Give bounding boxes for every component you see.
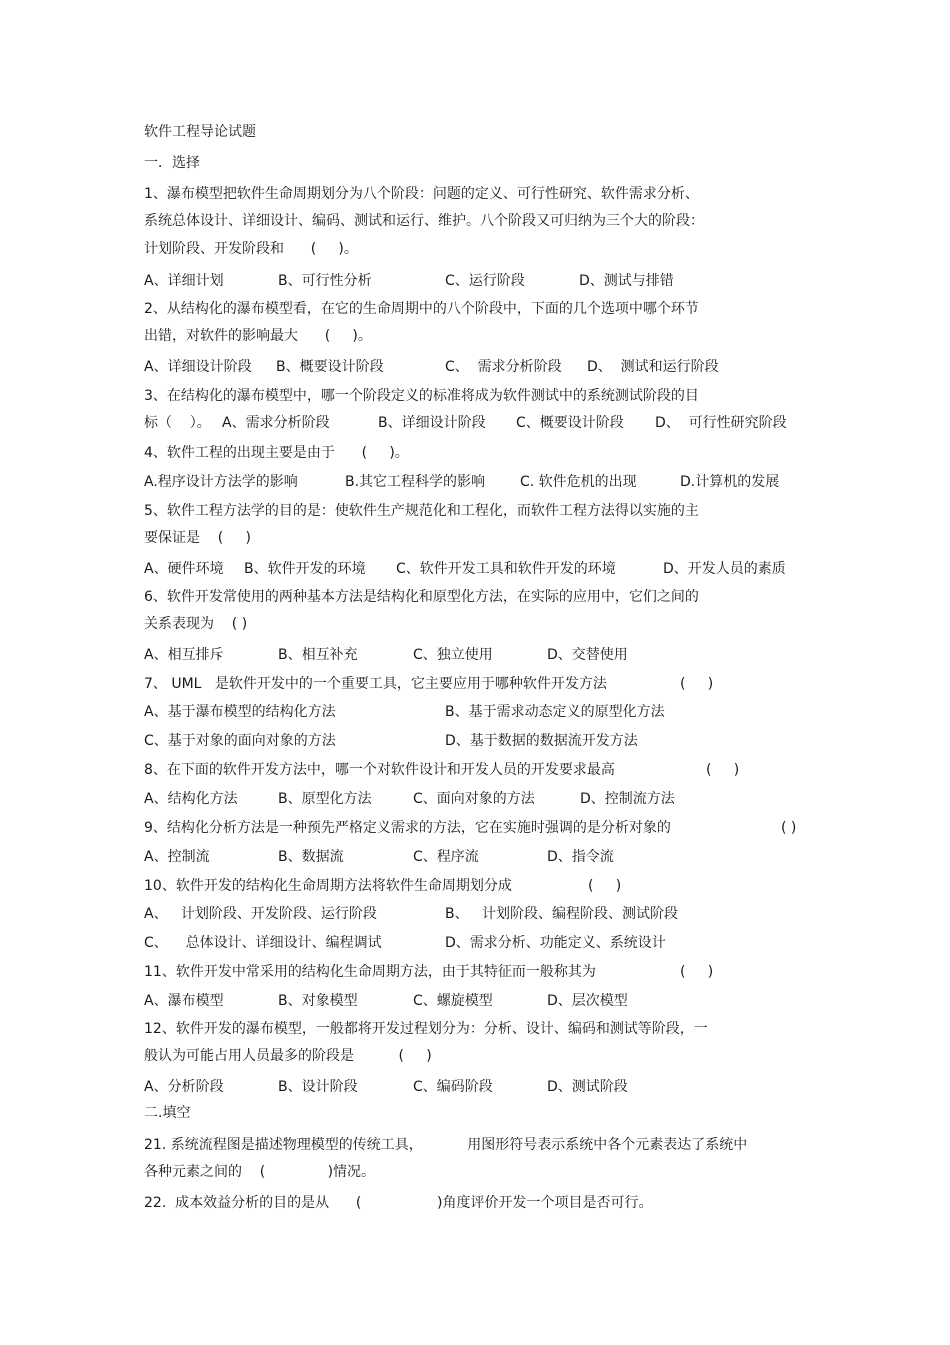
q1-option-d: D、测试与排错 [579,273,674,289]
q9-option-b: B、数据流 [278,849,344,865]
q10-option-a: A、 计划阶段、开发阶段、运行阶段 [144,906,377,922]
q7-option-a: A、基于瀑布模型的结构化方法 [144,704,336,720]
q11-answer-paren: ( ) [680,964,714,980]
q5-line-1: 5、软件工程方法学的目的是：使软件生产规范化和工程化，而软件工程方法得以实施的主 [144,503,699,519]
q2-line-2: 出错，对软件的影响最大 ( )。 [144,328,372,344]
q12-line-2: 般认为可能占用人员最多的阶段是 ( ) [144,1048,432,1064]
q7-line-1: 7、 UML 是软件开发中的一个重要工具，它主要应用于哪种软件开发方法 [144,676,607,692]
q12-line-1: 12、软件开发的瀑布模型，一般都将开发过程划分为：分析、设计、编码和测试等阶段，一 [144,1021,708,1037]
q6-line-2: 关系表现为 ( ) [144,616,248,632]
q3-line-1: 3、在结构化的瀑布模型中，哪一个阶段定义的标准将成为软件测试中的系统测试阶段的目 [144,388,699,404]
q4-option-c: C. 软件危机的出现 [520,474,637,490]
q4-option-a: A.程序设计方法学的影响 [144,474,298,490]
q4-option-d: D.计算机的发展 [680,474,780,490]
q11-option-d: D、层次模型 [547,993,628,1009]
q10-answer-paren: ( ) [588,878,622,894]
q3-line-2: 标（ ）。 [144,415,211,431]
section-heading-fill: 二.填空 [144,1105,191,1121]
q2-option-b: B、概要设计阶段 [276,359,384,375]
q6-option-d: D、交替使用 [547,647,628,663]
q10-option-c: C、 总体设计、详细设计、编程调试 [144,935,382,951]
q3-option-b: B、详细设计阶段 [378,415,486,431]
q12-option-c: C、编码阶段 [413,1079,493,1095]
q7-answer-paren: ( ) [680,676,714,692]
q12-option-a: A、分析阶段 [144,1079,224,1095]
q3-option-d: D、 可行性研究阶段 [655,415,787,431]
q2-option-a: A、详细设计阶段 [144,359,252,375]
q2-line-1: 2、从结构化的瀑布模型看，在它的生命周期中的八个阶段中，下面的几个选项中哪个环节 [144,301,699,317]
q21-line-1: 21. 系统流程图是描述物理模型的传统工具， 用图形符号表示系统中各个元素表达了系统中 [144,1137,748,1153]
q8-option-b: B、原型化方法 [278,791,372,807]
q1-option-c: C、运行阶段 [445,273,525,289]
q3-option-c: C、概要设计阶段 [516,415,624,431]
q7-option-c: C、基于对象的面向对象的方法 [144,733,336,749]
q21-line-2: 各种元素之间的 ( )情况。 [144,1164,376,1180]
q10-line-1: 10、软件开发的结构化生命周期方法将软件生命周期划分成 [144,878,512,894]
q3-option-a: A、需求分析阶段 [222,415,330,431]
q8-answer-paren: ( ) [706,762,740,778]
q22-line-1: 22. 成本效益分析的目的是从 ( )角度评价开发一个项目是否可行。 [144,1195,653,1211]
q1-option-b: B、可行性分析 [278,273,372,289]
q9-line-1: 9、结构化分析方法是一种预先严格定义需求的方法，它在实施时强调的是分析对象的 [144,820,671,836]
q6-option-c: C、独立使用 [413,647,493,663]
q5-option-d: D、开发人员的素质 [663,561,786,577]
q6-option-a: A、相互排斥 [144,647,224,663]
q1-line-2: 系统总体设计、详细设计、编码、测试和运行、维护。八个阶段又可归纳为三个大的阶段： [144,213,704,229]
q1-option-a: A、详细计划 [144,273,224,289]
section-heading-choice: 一．选择 [144,155,200,171]
q5-option-c: C、软件开发工具和软件开发的环境 [396,561,616,577]
q5-option-b: B、软件开发的环境 [244,561,366,577]
q6-option-b: B、相互补充 [278,647,358,663]
q11-line-1: 11、软件开发中常采用的结构化生命周期方法，由于其特征而一般称其为 [144,964,596,980]
q4-option-b: B.其它工程科学的影响 [345,474,486,490]
q8-option-a: A、结构化方法 [144,791,238,807]
q2-option-d: D、 测试和运行阶段 [587,359,719,375]
q8-line-1: 8、在下面的软件开发方法中，哪一个对软件设计和开发人员的开发要求最高 [144,762,615,778]
q5-option-a: A、硬件环境 [144,561,224,577]
q7-option-b: B、基于需求动态定义的原型化方法 [445,704,665,720]
q6-line-1: 6、软件开发常使用的两种基本方法是结构化和原型化方法，在实际的应用中，它们之间的 [144,589,699,605]
q11-option-c: C、螺旋模型 [413,993,493,1009]
q9-option-a: A、控制流 [144,849,210,865]
q9-option-c: C、程序流 [413,849,479,865]
document-title: 软件工程导论试题 [144,124,256,140]
q1-line-3: 计划阶段、开发阶段和 ( )。 [144,241,358,257]
q4-line-1: 4、软件工程的出现主要是由于 ( )。 [144,445,409,461]
q11-option-b: B、对象模型 [278,993,358,1009]
q10-option-d: D、需求分析、功能定义、系统设计 [445,935,666,951]
q5-line-2: 要保证是 ( ) [144,530,251,546]
q9-option-d: D、指令流 [547,849,614,865]
q12-option-b: B、设计阶段 [278,1079,358,1095]
q12-option-d: D、测试阶段 [547,1079,628,1095]
q1-line-1: 1、瀑布模型把软件生命周期划分为八个阶段：问题的定义、可行性研究、软件需求分析、 [144,186,699,202]
q7-option-d: D、基于数据的数据流开发方法 [445,733,638,749]
q8-option-d: D、控制流方法 [580,791,675,807]
q10-option-b: B、 计划阶段、编程阶段、测试阶段 [445,906,678,922]
q11-option-a: A、瀑布模型 [144,993,224,1009]
q2-option-c: C、 需求分析阶段 [445,359,562,375]
q8-option-c: C、面向对象的方法 [413,791,535,807]
q9-answer-paren: ( ) [781,820,797,836]
